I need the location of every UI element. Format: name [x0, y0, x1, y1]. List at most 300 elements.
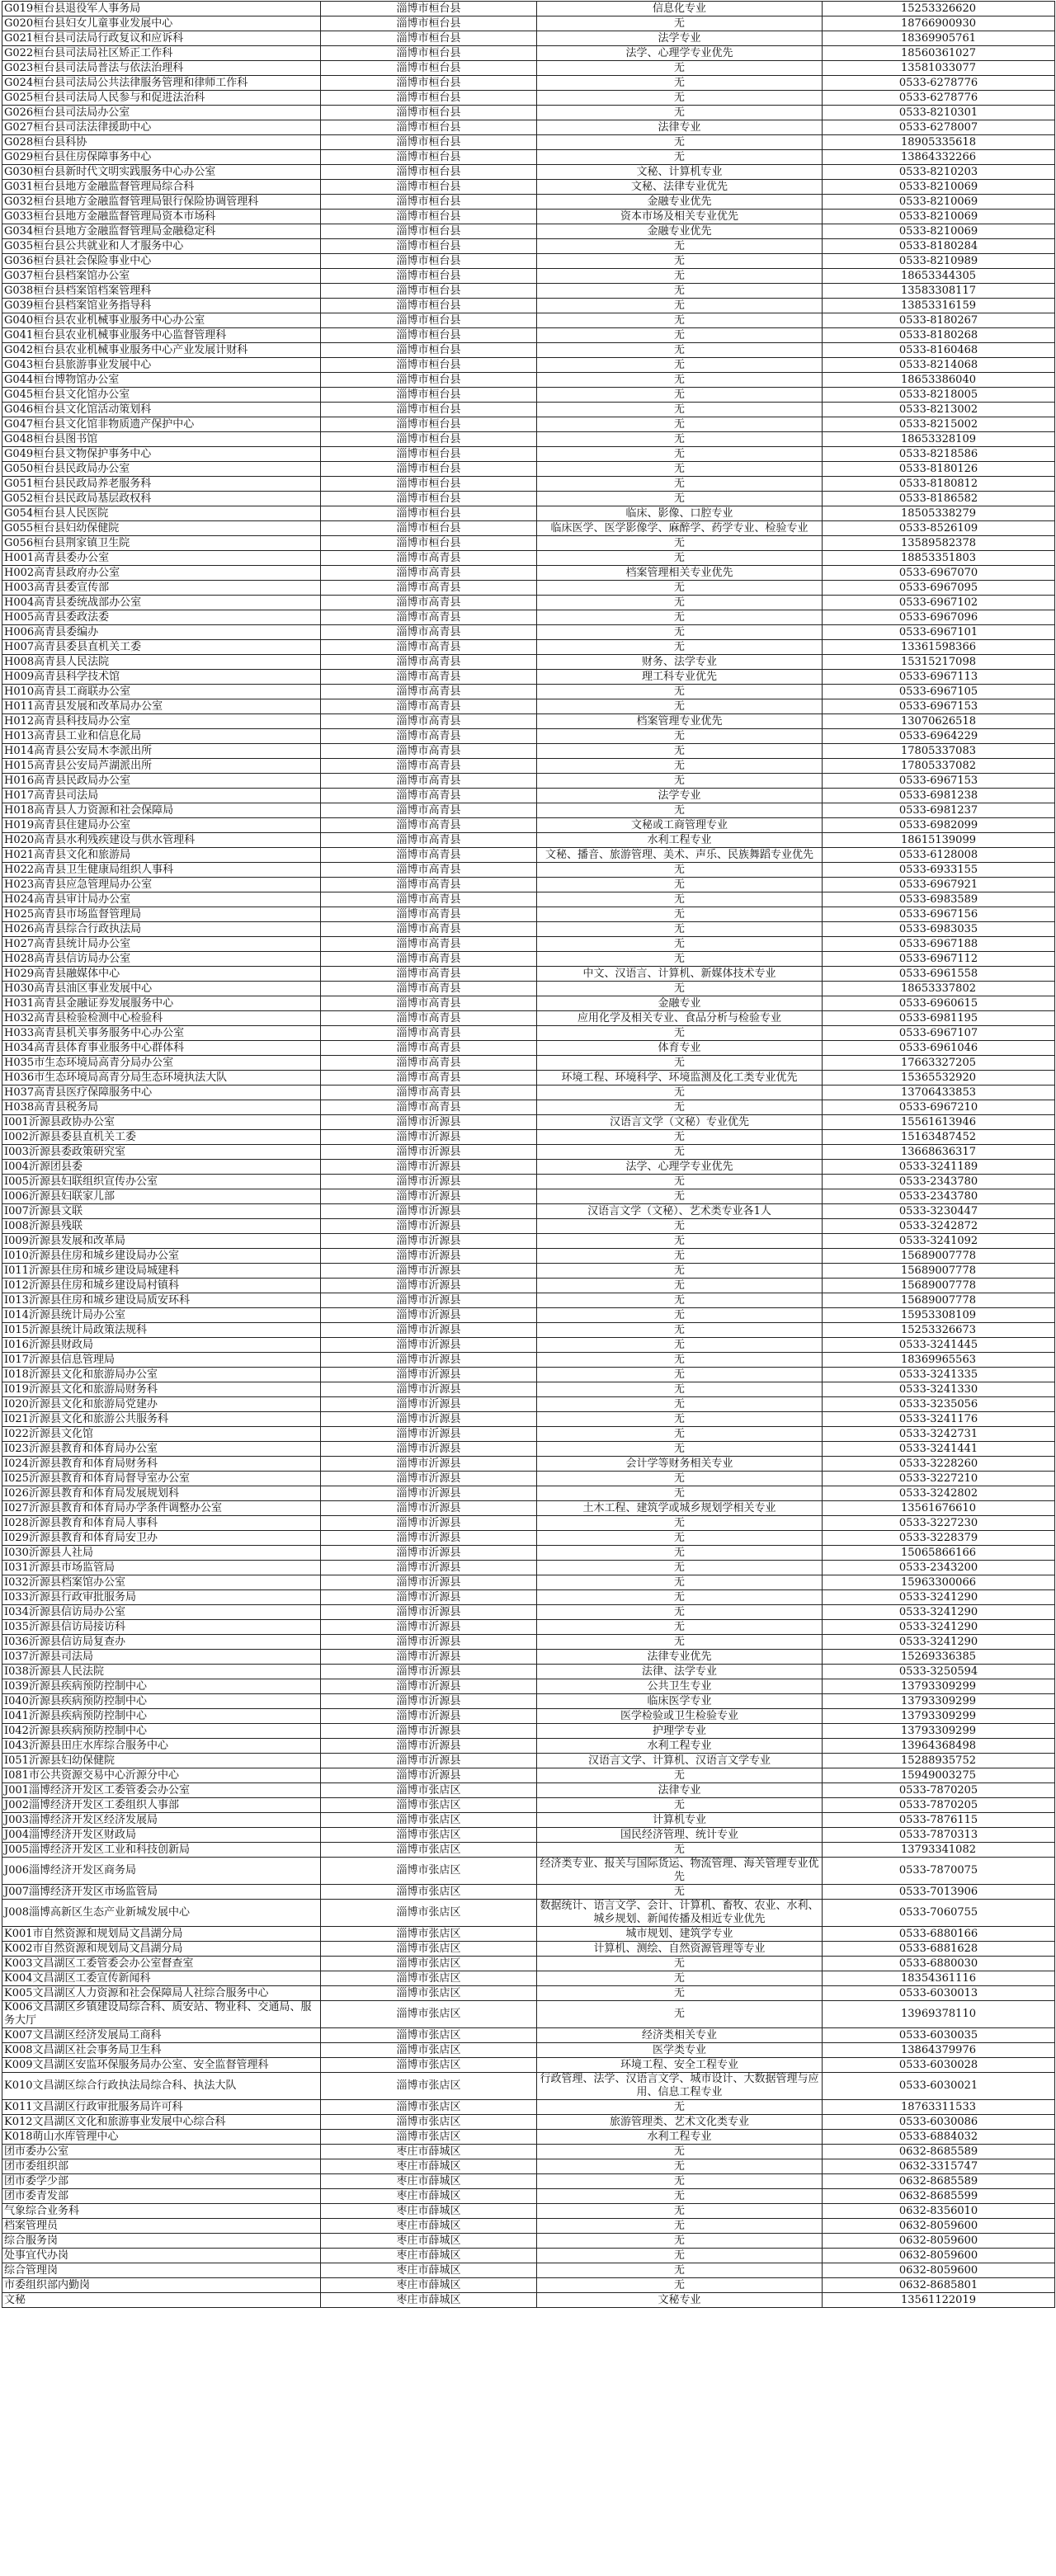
region-cell: 淄博市沂源县 — [321, 1605, 537, 1620]
major-cell: 无 — [537, 2145, 823, 2159]
table-row — [2, 2058, 1055, 2073]
major-cell: 无 — [537, 863, 823, 878]
unit-cell: 综合服务岗 — [2, 2234, 321, 2249]
region-cell: 淄博市沂源县 — [321, 1204, 537, 1219]
region-cell: 淄博市桓台县 — [321, 284, 537, 299]
region-cell: 淄博市高青县 — [321, 922, 537, 937]
phone-cell: 15065866166 — [823, 1546, 1055, 1561]
table-row — [2, 462, 1055, 477]
phone-cell: 0533-8210301 — [823, 106, 1055, 120]
table-row — [2, 744, 1055, 759]
region-cell: 淄博市高青县 — [321, 744, 537, 759]
phone-cell: 0533-6983035 — [823, 922, 1055, 937]
table-row — [2, 878, 1055, 892]
table-row — [2, 135, 1055, 150]
table-row — [2, 818, 1055, 833]
region-cell: 淄博市高青县 — [321, 848, 537, 863]
phone-cell: 17805337083 — [823, 744, 1055, 759]
phone-cell: 0533-8210069 — [823, 180, 1055, 195]
region-cell: 淄博市桓台县 — [321, 328, 537, 343]
phone-cell: 0533-6967210 — [823, 1100, 1055, 1115]
region-cell: 淄博市张店区 — [321, 1798, 537, 1813]
major-cell: 无 — [537, 699, 823, 714]
major-cell: 临床、影像、口腔专业 — [537, 506, 823, 521]
phone-cell: 15689007778 — [823, 1264, 1055, 1279]
table-row — [2, 536, 1055, 551]
major-cell: 无 — [537, 2159, 823, 2174]
unit-cell: I026沂源县教育和体育局发展规划科 — [2, 1486, 321, 1501]
major-cell: 环境工程、安全工程专业 — [537, 2058, 823, 2073]
major-cell: 无 — [537, 1412, 823, 1427]
phone-cell: 0533-6982099 — [823, 818, 1055, 833]
region-cell: 淄博市桓台县 — [321, 462, 537, 477]
major-cell: 无 — [537, 2100, 823, 2115]
unit-cell: K001市自然资源和规划局文昌湖分局 — [2, 1927, 321, 1942]
region-cell: 淄博市高青县 — [321, 1100, 537, 1115]
table-row — [2, 16, 1055, 31]
unit-cell: H003高青县委宣传部 — [2, 581, 321, 596]
unit-cell: I036沂源县信访局复查办 — [2, 1635, 321, 1650]
table-row — [2, 2, 1055, 16]
major-cell: 无 — [537, 1843, 823, 1858]
unit-cell: G045桓台县文化馆办公室 — [2, 388, 321, 403]
phone-cell: 0533-6960615 — [823, 996, 1055, 1011]
unit-cell: G020桓台县妇女儿童事业发展中心 — [2, 16, 321, 31]
table-row — [2, 670, 1055, 685]
table-row — [2, 1115, 1055, 1130]
region-cell: 枣庄市薛城区 — [321, 2278, 537, 2293]
region-cell: 淄博市沂源县 — [321, 1308, 537, 1323]
table-row — [2, 1783, 1055, 1798]
unit-cell: G027桓台县司法法律援助中心 — [2, 120, 321, 135]
major-cell: 无 — [537, 1382, 823, 1397]
major-cell: 档案管理相关专业优先 — [537, 566, 823, 581]
table-row — [2, 1828, 1055, 1843]
phone-cell: 13361598366 — [823, 640, 1055, 655]
region-cell: 淄博市张店区 — [321, 1828, 537, 1843]
region-cell: 淄博市高青县 — [321, 1026, 537, 1041]
phone-cell: 0533-3241092 — [823, 1234, 1055, 1249]
major-cell: 金融专业优先 — [537, 195, 823, 210]
phone-cell: 0533-7060755 — [823, 1900, 1055, 1927]
table-row — [2, 1175, 1055, 1189]
phone-cell: 0533-8210989 — [823, 254, 1055, 269]
major-cell: 理工科专业优先 — [537, 670, 823, 685]
phone-cell: 13581033077 — [823, 61, 1055, 76]
region-cell: 淄博市高青县 — [321, 952, 537, 967]
phone-cell: 0533-6961046 — [823, 1041, 1055, 1056]
region-cell: 淄博市高青县 — [321, 551, 537, 566]
major-cell: 无 — [537, 492, 823, 506]
unit-cell: I003沂源县委政策研究室 — [2, 1145, 321, 1160]
region-cell: 淄博市桓台县 — [321, 506, 537, 521]
phone-cell: 15561613946 — [823, 1115, 1055, 1130]
region-cell: 淄博市张店区 — [321, 1858, 537, 1885]
phone-cell: 0533-8213002 — [823, 403, 1055, 417]
phone-cell: 13589582378 — [823, 536, 1055, 551]
major-cell: 医学检验或卫生检验专业 — [537, 1709, 823, 1724]
unit-cell: G035桓台县公共就业和人才服务中心 — [2, 239, 321, 254]
region-cell: 枣庄市薛城区 — [321, 2189, 537, 2204]
major-cell: 无 — [537, 1100, 823, 1115]
table-row — [2, 996, 1055, 1011]
table-row — [2, 76, 1055, 91]
table-row — [2, 1650, 1055, 1665]
table-row — [2, 2001, 1055, 2028]
major-cell: 无 — [537, 432, 823, 447]
region-cell: 淄博市张店区 — [321, 1885, 537, 1900]
region-cell: 淄博市桓台县 — [321, 388, 537, 403]
table-row — [2, 551, 1055, 566]
unit-cell: H034高青县体育事业服务中心群体科 — [2, 1041, 321, 1056]
region-cell: 淄博市高青县 — [321, 625, 537, 640]
region-cell: 淄博市高青县 — [321, 863, 537, 878]
table-row — [2, 328, 1055, 343]
major-cell: 无 — [537, 2249, 823, 2263]
region-cell: 淄博市张店区 — [321, 2130, 537, 2145]
phone-cell: 0533-3242731 — [823, 1427, 1055, 1442]
major-cell: 无 — [537, 803, 823, 818]
unit-cell: G026桓台县司法局办公室 — [2, 106, 321, 120]
table-row — [2, 150, 1055, 165]
table-row — [2, 31, 1055, 46]
major-cell: 文秘、法律专业优先 — [537, 180, 823, 195]
phone-cell: 0533-3241290 — [823, 1590, 1055, 1605]
major-cell: 法学专业 — [537, 31, 823, 46]
phone-cell: 0533-6967095 — [823, 581, 1055, 596]
table-row — [2, 1561, 1055, 1575]
region-cell: 淄博市沂源县 — [321, 1219, 537, 1234]
phone-cell: 0533-6964229 — [823, 729, 1055, 744]
region-cell: 淄博市张店区 — [321, 1986, 537, 2001]
phone-cell: 0533-6967112 — [823, 952, 1055, 967]
region-cell: 淄博市桓台县 — [321, 521, 537, 536]
table-row — [2, 2174, 1055, 2189]
phone-cell: 13864379976 — [823, 2043, 1055, 2058]
unit-cell: G029桓台县住房保障事务中心 — [2, 150, 321, 165]
unit-cell: I027沂源县教育和体育局办学条件调整办公室 — [2, 1501, 321, 1516]
phone-cell: 0533-3241445 — [823, 1338, 1055, 1353]
region-cell: 淄博市高青县 — [321, 566, 537, 581]
table-row — [2, 1858, 1055, 1885]
table-row — [2, 432, 1055, 447]
unit-cell: I004沂源团县委 — [2, 1160, 321, 1175]
region-cell: 枣庄市薛城区 — [321, 2204, 537, 2219]
table-row — [2, 2028, 1055, 2043]
unit-cell: H024高青县审计局办公室 — [2, 892, 321, 907]
table-row — [2, 1368, 1055, 1382]
table-row — [2, 269, 1055, 284]
table-row — [2, 1665, 1055, 1679]
phone-cell: 0533-7870075 — [823, 1858, 1055, 1885]
phone-cell: 15949003275 — [823, 1768, 1055, 1783]
region-cell: 淄博市桓台县 — [321, 447, 537, 462]
major-cell: 无 — [537, 91, 823, 106]
major-cell: 无 — [537, 729, 823, 744]
region-cell: 淄博市高青县 — [321, 878, 537, 892]
unit-cell: G047桓台县文化馆非物质遗产保护中心 — [2, 417, 321, 432]
major-cell: 临床医学、医学影像学、麻醉学、药学专业、检验专业 — [537, 521, 823, 536]
phone-cell: 0533-3250594 — [823, 1665, 1055, 1679]
table-row — [2, 1486, 1055, 1501]
phone-cell: 0533-2343780 — [823, 1175, 1055, 1189]
table-row — [2, 2073, 1055, 2100]
phone-cell: 0533-6030035 — [823, 2028, 1055, 2043]
major-cell: 无 — [537, 1561, 823, 1575]
region-cell: 淄博市沂源县 — [321, 1768, 537, 1783]
region-cell: 枣庄市薛城区 — [321, 2293, 537, 2308]
region-cell: 淄博市沂源县 — [321, 1264, 537, 1279]
table-row — [2, 566, 1055, 581]
major-cell: 无 — [537, 313, 823, 328]
major-cell: 无 — [537, 1546, 823, 1561]
unit-cell: I022沂源县文化馆 — [2, 1427, 321, 1442]
major-cell: 无 — [537, 640, 823, 655]
phone-cell: 0533-7870313 — [823, 1828, 1055, 1843]
major-cell: 无 — [537, 284, 823, 299]
phone-cell: 0533-3241189 — [823, 1160, 1055, 1175]
unit-cell: G037桓台县档案馆办公室 — [2, 269, 321, 284]
unit-cell: I008沂源县残联 — [2, 1219, 321, 1234]
region-cell: 淄博市沂源县 — [321, 1382, 537, 1397]
table-row — [2, 625, 1055, 640]
table-row — [2, 1338, 1055, 1353]
unit-cell: H037高青县医疗保障服务中心 — [2, 1085, 321, 1100]
region-cell: 淄博市张店区 — [321, 1900, 537, 1927]
unit-cell: K018萌山水库管理中心 — [2, 2130, 321, 2145]
jobs-table — [2, 1, 1055, 2308]
table-row — [2, 1694, 1055, 1709]
unit-cell: J003淄博经济开发区经济发展局 — [2, 1813, 321, 1828]
region-cell: 淄博市高青县 — [321, 982, 537, 996]
major-cell: 临床医学专业 — [537, 1694, 823, 1709]
table-row — [2, 180, 1055, 195]
major-cell: 经济类相关专业 — [537, 2028, 823, 2043]
table-row — [2, 210, 1055, 224]
table-row — [2, 937, 1055, 952]
region-cell: 淄博市高青县 — [321, 1011, 537, 1026]
major-cell: 行政管理、法学、汉语言文学、城市设计、大数据管理与应用、信息工程专业 — [537, 2073, 823, 2100]
unit-cell: I018沂源县文化和旅游局办公室 — [2, 1368, 321, 1382]
major-cell: 汉语言文学、计算机、汉语言文学专业 — [537, 1754, 823, 1768]
phone-cell: 0632-8059600 — [823, 2234, 1055, 2249]
major-cell: 无 — [537, 388, 823, 403]
phone-cell: 0632-8685801 — [823, 2278, 1055, 2293]
table-row — [2, 1531, 1055, 1546]
table-row — [2, 106, 1055, 120]
major-cell: 法律专业优先 — [537, 1650, 823, 1665]
region-cell: 淄博市沂源县 — [321, 1293, 537, 1308]
region-cell: 淄博市高青县 — [321, 892, 537, 907]
region-cell: 淄博市沂源县 — [321, 1694, 537, 1709]
unit-cell: I023沂源县教育和体育局办公室 — [2, 1442, 321, 1457]
unit-cell: G024桓台县司法局公共法律服务管理和律师工作科 — [2, 76, 321, 91]
major-cell: 汉语言文学（文秘）、艺术类专业各1人 — [537, 1204, 823, 1219]
phone-cell: 18763311533 — [823, 2100, 1055, 2115]
major-cell: 城市规划、建筑学专业 — [537, 1927, 823, 1942]
major-cell: 无 — [537, 982, 823, 996]
table-row — [2, 1957, 1055, 1971]
table-row — [2, 848, 1055, 863]
unit-cell: G025桓台县司法局人民参与和促进法治科 — [2, 91, 321, 106]
table-row — [2, 596, 1055, 610]
major-cell: 水利工程专业 — [537, 833, 823, 848]
table-row — [2, 714, 1055, 729]
phone-cell: 13561122019 — [823, 2293, 1055, 2308]
phone-cell: 0632-8059600 — [823, 2249, 1055, 2263]
region-cell: 淄博市高青县 — [321, 1071, 537, 1085]
region-cell: 淄博市张店区 — [321, 2115, 537, 2130]
phone-cell: 13793309299 — [823, 1679, 1055, 1694]
major-cell: 无 — [537, 1353, 823, 1368]
table-row — [2, 1900, 1055, 1927]
table-row — [2, 729, 1055, 744]
region-cell: 淄博市张店区 — [321, 2100, 537, 2115]
region-cell: 淄博市高青县 — [321, 596, 537, 610]
region-cell: 枣庄市薛城区 — [321, 2263, 537, 2278]
unit-cell: I041沂源县疾病预防控制中心 — [2, 1709, 321, 1724]
major-cell: 无 — [537, 625, 823, 640]
table-row — [2, 284, 1055, 299]
phone-cell: 0533-3241290 — [823, 1605, 1055, 1620]
phone-cell: 0533-6880030 — [823, 1957, 1055, 1971]
major-cell: 无 — [537, 744, 823, 759]
phone-cell: 18354361116 — [823, 1971, 1055, 1986]
unit-cell: G055桓台县妇幼保健院 — [2, 521, 321, 536]
unit-cell: G041桓台县农业机械事业服务中心监督管理科 — [2, 328, 321, 343]
major-cell: 无 — [537, 1308, 823, 1323]
major-cell: 法律、法学专业 — [537, 1665, 823, 1679]
major-cell: 无 — [537, 1590, 823, 1605]
table-row — [2, 610, 1055, 625]
region-cell: 淄博市高青县 — [321, 610, 537, 625]
table-row — [2, 2234, 1055, 2249]
table-row — [2, 1457, 1055, 1472]
unit-cell: G052桓台县民政局基层政权科 — [2, 492, 321, 506]
major-cell: 无 — [537, 596, 823, 610]
unit-cell: 文秘 — [2, 2293, 321, 2308]
major-cell: 中文、汉语言、计算机、新媒体技术专业 — [537, 967, 823, 982]
table-row — [2, 61, 1055, 76]
region-cell: 淄博市沂源县 — [321, 1175, 537, 1189]
region-cell: 淄博市高青县 — [321, 1085, 537, 1100]
major-cell: 无 — [537, 1957, 823, 1971]
region-cell: 淄博市高青县 — [321, 907, 537, 922]
region-cell: 淄博市桓台县 — [321, 239, 537, 254]
major-cell: 无 — [537, 1056, 823, 1071]
region-cell: 淄博市沂源县 — [321, 1501, 537, 1516]
unit-cell: I005沂源县妇联组织宣传办公室 — [2, 1175, 321, 1189]
region-cell: 淄博市桓台县 — [321, 403, 537, 417]
phone-cell: 0533-3242872 — [823, 1219, 1055, 1234]
phone-cell: 18369905761 — [823, 31, 1055, 46]
unit-cell: G043桓台县旅游事业发展中心 — [2, 358, 321, 373]
unit-cell: I017沂源县信息管理局 — [2, 1353, 321, 1368]
region-cell: 淄博市张店区 — [321, 1927, 537, 1942]
major-cell: 旅游管理类、艺术文化类专业 — [537, 2115, 823, 2130]
major-cell: 医学类专业 — [537, 2043, 823, 2058]
table-row — [2, 2130, 1055, 2145]
table-row — [2, 1679, 1055, 1694]
region-cell: 淄博市张店区 — [321, 2073, 537, 2100]
region-cell: 淄博市高青县 — [321, 789, 537, 803]
unit-cell: K011文昌湖区行政审批服务局许可科 — [2, 2100, 321, 2115]
unit-cell: K010文昌湖区综合行政执法局综合科、执法大队 — [2, 2073, 321, 2100]
major-cell: 计算机专业 — [537, 1813, 823, 1828]
unit-cell: J002淄博经济开发区工委组织人事部 — [2, 1798, 321, 1813]
phone-cell: 18505338279 — [823, 506, 1055, 521]
phone-cell: 0533-3241290 — [823, 1620, 1055, 1635]
phone-cell: 0533-8180267 — [823, 313, 1055, 328]
unit-cell: G031桓台县地方金融监督管理局综合科 — [2, 180, 321, 195]
table-row — [2, 1249, 1055, 1264]
phone-cell: 0533-6278007 — [823, 120, 1055, 135]
phone-cell: 0533-6967102 — [823, 596, 1055, 610]
table-row — [2, 1620, 1055, 1635]
unit-cell: I024沂源县教育和体育局财务科 — [2, 1457, 321, 1472]
region-cell: 淄博市高青县 — [321, 640, 537, 655]
table-row — [2, 358, 1055, 373]
region-cell: 淄博市桓台县 — [321, 165, 537, 180]
major-cell: 无 — [537, 907, 823, 922]
phone-cell: 0533-8215002 — [823, 417, 1055, 432]
unit-cell: I033沂源县行政审批服务局 — [2, 1590, 321, 1605]
table-row — [2, 1442, 1055, 1457]
table-row — [2, 254, 1055, 269]
table-row — [2, 1986, 1055, 2001]
major-cell: 法学、心理学专业优先 — [537, 1160, 823, 1175]
table-row — [2, 2145, 1055, 2159]
unit-cell: H032高青县检验检测中心检验科 — [2, 1011, 321, 1026]
region-cell: 淄博市张店区 — [321, 1942, 537, 1957]
region-cell: 淄博市沂源县 — [321, 1724, 537, 1739]
region-cell: 淄博市桓台县 — [321, 313, 537, 328]
phone-cell: 0533-8160468 — [823, 343, 1055, 358]
major-cell: 体育专业 — [537, 1041, 823, 1056]
phone-cell: 0533-8186582 — [823, 492, 1055, 506]
major-cell: 无 — [537, 1026, 823, 1041]
region-cell: 淄博市高青县 — [321, 774, 537, 789]
phone-cell: 13793309299 — [823, 1724, 1055, 1739]
region-cell: 淄博市沂源县 — [321, 1323, 537, 1338]
unit-cell: J006淄博经济开发区商务局 — [2, 1858, 321, 1885]
major-cell: 无 — [537, 2001, 823, 2028]
unit-cell: H026高青县综合行政执法局 — [2, 922, 321, 937]
table-row — [2, 863, 1055, 878]
major-cell: 无 — [537, 1575, 823, 1590]
unit-cell: H033高青县机关事务服务中心办公室 — [2, 1026, 321, 1041]
region-cell: 淄博市高青县 — [321, 833, 537, 848]
major-cell: 无 — [537, 1620, 823, 1635]
phone-cell: 0533-6967153 — [823, 699, 1055, 714]
major-cell: 会计学等财务相关专业 — [537, 1457, 823, 1472]
region-cell: 淄博市张店区 — [321, 2028, 537, 2043]
region-cell: 淄博市沂源县 — [321, 1620, 537, 1635]
phone-cell: 0632-8685589 — [823, 2174, 1055, 2189]
region-cell: 淄博市桓台县 — [321, 343, 537, 358]
phone-cell: 0533-6981237 — [823, 803, 1055, 818]
unit-cell: G033桓台县地方金融监督管理局资本市场科 — [2, 210, 321, 224]
unit-cell: I051沂源县妇幼保健院 — [2, 1754, 321, 1768]
table-row — [2, 2278, 1055, 2293]
unit-cell: 处事宜代办岗 — [2, 2249, 321, 2263]
major-cell: 无 — [537, 2263, 823, 2278]
table-row — [2, 1412, 1055, 1427]
phone-cell: 15253326620 — [823, 2, 1055, 16]
table-row — [2, 2115, 1055, 2130]
phone-cell: 15963300066 — [823, 1575, 1055, 1590]
phone-cell: 0533-8210069 — [823, 210, 1055, 224]
